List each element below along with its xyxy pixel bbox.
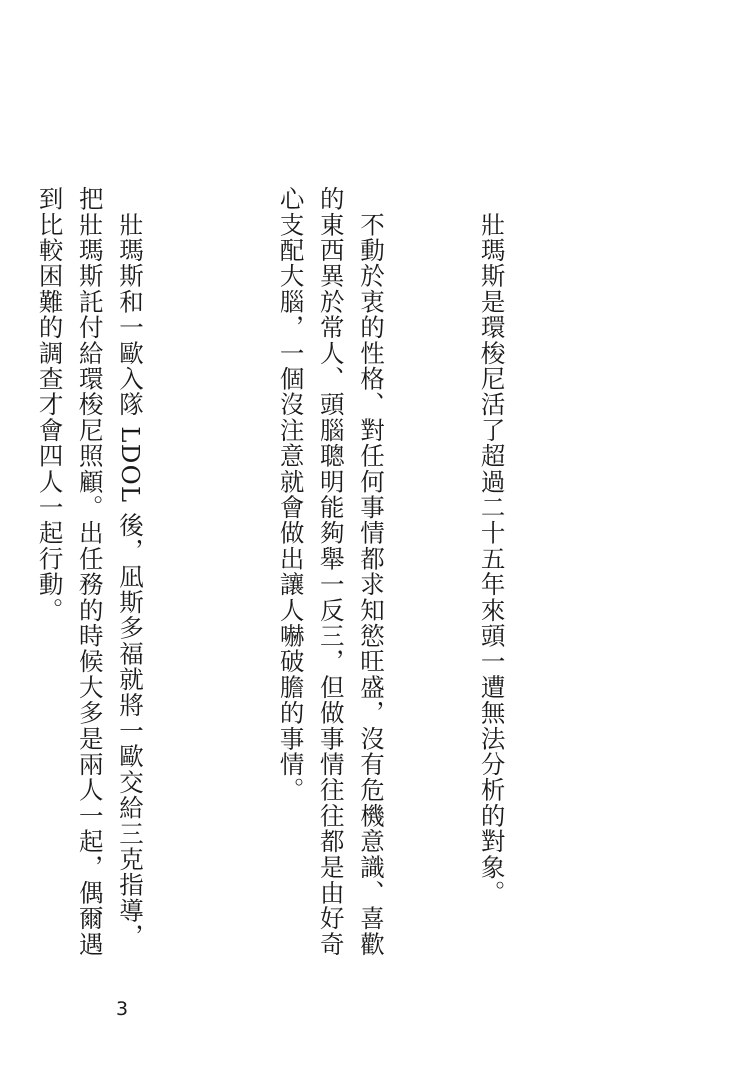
- vertical-text-body: [0, 186, 592, 966]
- paragraph-1: 壯瑪斯是環梭尼活了超過二十五年來頭一遭無法分析的對象。: [477, 186, 507, 906]
- paragraph-3: 壯瑪斯和一歐入隊 LDOL 後，凪斯多福就將一歐交給三克指導，把壯瑪斯託付給環梭尼照顧。出任務的時候大多是兩人一起，偶爾遇到比較困難的調查才會四人一起行動。: [35, 186, 145, 957]
- paragraph-2: 不動於衷的性格、對任何事情都求知慾旺盛，沒有危機意識、喜歡的東西異於常人、頭腦聰明能夠舉一反三，但做事情往往都是由好奇心支配大腦，一個沒注意就會做出讓人嚇破膽的事情。: [276, 186, 386, 957]
- page-number: 3: [116, 998, 129, 1020]
